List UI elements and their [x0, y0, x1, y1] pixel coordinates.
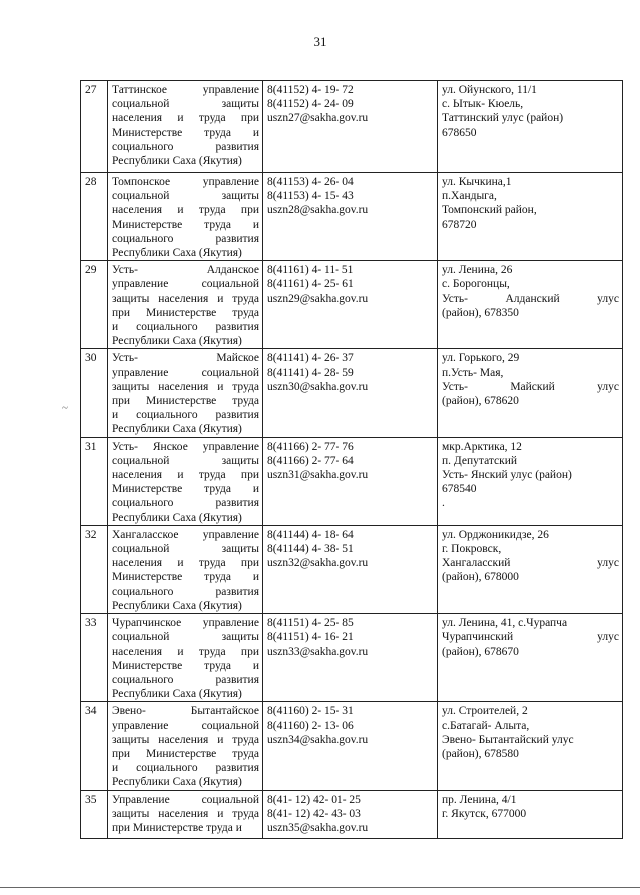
office-name-line: Усть- Янское управление: [112, 440, 259, 453]
address-line: ул. Кычкина,1: [442, 176, 512, 188]
contacts-cell: [263, 81, 438, 173]
row-number: 31: [81, 437, 108, 525]
address-line: Усть- Алданский улус: [442, 292, 619, 305]
address-line: с. Ытык- Кюель,: [442, 98, 524, 111]
phone-number: 8(41160) 2- 13- 06: [267, 719, 354, 732]
address-line: .: [442, 497, 445, 510]
office-name-line: Республики Саха (Якутия): [112, 776, 242, 789]
table-row: [81, 81, 623, 173]
office-name-line: защиты населения и труда: [112, 292, 259, 305]
office-name-line: и социального развития: [112, 762, 259, 775]
address-line: Чурапчинский улус: [442, 631, 619, 644]
address-line: Хангаласский улус: [442, 557, 619, 570]
address-line: с. Борогонцы,: [442, 278, 510, 291]
office-name-cell: [108, 790, 263, 838]
row-number: 27: [81, 81, 108, 173]
phone-number: 8(41160) 2- 15- 31: [267, 705, 354, 718]
office-name-line: социального развития: [112, 673, 259, 686]
phone-number: 8(41- 12) 42- 43- 03: [267, 807, 361, 820]
row-number: 35: [81, 790, 108, 838]
address-line: (район), 678670: [442, 645, 519, 658]
email-link[interactable]: uszn30@sakha.gov.ru: [267, 380, 369, 393]
email-link[interactable]: uszn35@sakha.gov.ru: [267, 821, 369, 834]
office-name-line: и социального развития: [112, 409, 259, 422]
office-name-cell: [108, 261, 263, 349]
contacts-cell: [263, 614, 438, 702]
phone-number: 8(41144) 4- 18- 64: [267, 528, 354, 541]
email-link[interactable]: uszn32@sakha.gov.ru: [267, 557, 369, 570]
address-line: г. Якутск, 677000: [442, 807, 527, 820]
table-row: [81, 349, 623, 437]
contacts-cell: [263, 349, 438, 437]
address-line: Томпонский район,: [442, 204, 537, 217]
address-line: с.Батагай- Алыта,: [442, 719, 530, 732]
address-cell: [438, 437, 623, 525]
office-name-line: защиты населения и труда: [112, 807, 259, 820]
office-name-line: социального развития: [112, 232, 259, 245]
table-row: [81, 261, 623, 349]
office-name-line: Томпонское управление: [112, 176, 259, 188]
email-link[interactable]: uszn31@sakha.gov.ru: [267, 469, 369, 482]
address-cell: [438, 525, 623, 613]
row-number: 28: [81, 173, 108, 261]
contacts-cell: [263, 173, 438, 261]
row-number: 32: [81, 525, 108, 613]
office-name-line: Республики Саха (Якутия): [112, 335, 242, 348]
office-name-line: при Министерстве труда и: [112, 821, 242, 834]
address-line: 678720: [442, 218, 477, 231]
address-line: ул. Строителей, 2: [442, 705, 528, 718]
office-name-line: Министерстве труда и: [112, 126, 259, 139]
office-name-line: Чурапчинское управление: [112, 617, 259, 630]
office-name-line: управление социальной: [112, 278, 259, 291]
office-name-line: Республики Саха (Якутия): [112, 688, 242, 701]
address-line: ул. Орджоникидзе, 26: [442, 528, 549, 541]
address-line: ул. Горького, 29: [442, 352, 520, 365]
office-name-line: социальной защиты: [112, 190, 259, 203]
phone-number: 8(41152) 4- 19- 72: [267, 84, 354, 96]
email-link[interactable]: uszn27@sakha.gov.ru: [267, 112, 369, 125]
address-line: г. Покровск,: [442, 543, 502, 556]
office-name-line: Республики Саха (Якутия): [112, 511, 242, 524]
registry-body: [81, 81, 623, 839]
office-name-line: Министерстве труда и: [112, 218, 259, 231]
office-name-line: при Министерстве труда: [112, 747, 259, 760]
email-link[interactable]: uszn28@sakha.gov.ru: [267, 204, 369, 217]
table-row: [81, 790, 623, 838]
address-cell: [438, 614, 623, 702]
address-cell: [438, 173, 623, 261]
phone-number: 8(41161) 4- 11- 51: [267, 264, 354, 277]
phone-number: 8(41141) 4- 28- 59: [267, 366, 354, 379]
office-name-line: Усть- Майское: [112, 352, 259, 365]
table-row: [81, 173, 623, 261]
bottom-rule: [0, 887, 640, 888]
row-number: 34: [81, 702, 108, 790]
email-link[interactable]: uszn34@sakha.gov.ru: [267, 733, 369, 746]
office-name-line: населения и труда при: [112, 112, 259, 125]
office-name-line: Министерстве труда и: [112, 571, 259, 584]
office-name-line: Республики Саха (Якутия): [112, 599, 242, 612]
office-name-line: населения и труда при: [112, 557, 259, 570]
row-number: 30: [81, 349, 108, 437]
row-number: 33: [81, 614, 108, 702]
phone-number: 8(41141) 4- 26- 37: [267, 352, 354, 365]
row-number: 29: [81, 261, 108, 349]
address-cell: [438, 790, 623, 838]
office-name-cell: [108, 525, 263, 613]
phone-number: 8(41151) 4- 25- 85: [267, 617, 354, 630]
phone-number: 8(41153) 4- 26- 04: [267, 176, 354, 188]
office-name-line: социального развития: [112, 140, 259, 153]
office-name-cell: [108, 173, 263, 261]
address-line: ул. Ойунского, 11/1: [442, 84, 537, 96]
office-name-line: управление социальной: [112, 366, 259, 379]
office-name-line: и социального развития: [112, 321, 259, 334]
office-name-line: Усть- Алданское: [112, 264, 259, 277]
contacts-cell: [263, 790, 438, 838]
phone-number: 8(41151) 4- 16- 21: [267, 631, 354, 644]
phone-number: 8(41144) 4- 38- 51: [267, 543, 354, 556]
address-cell: [438, 81, 623, 173]
address-cell: [438, 349, 623, 437]
office-name-line: населения и труда при: [112, 469, 259, 482]
address-line: (район), 678620: [442, 395, 519, 408]
office-name-cell: [108, 614, 263, 702]
address-line: 678650: [442, 126, 477, 139]
email-link[interactable]: uszn33@sakha.gov.ru: [267, 645, 369, 658]
table-row: [81, 525, 623, 613]
margin-mark: ~: [62, 402, 68, 414]
phone-number: 8(41- 12) 42- 01- 25: [267, 793, 361, 806]
office-name-line: Таттинское управление: [112, 84, 259, 96]
contacts-cell: [263, 261, 438, 349]
address-line: ул. Ленина, 41, с.Чурапча: [442, 617, 568, 630]
office-name-line: Министерстве труда и: [112, 659, 259, 672]
table-row: [81, 702, 623, 790]
contacts-cell: [263, 437, 438, 525]
address-line: (район), 678000: [442, 571, 519, 584]
office-name-cell: [108, 349, 263, 437]
address-line: 678540: [442, 483, 477, 496]
office-name-line: населения и труда при: [112, 204, 259, 217]
office-name-line: Министерстве труда и: [112, 483, 259, 496]
office-name-line: социальной защиты: [112, 543, 259, 556]
office-name-line: защиты населения и труда: [112, 733, 259, 746]
phone-number: 8(41166) 2- 77- 64: [267, 454, 354, 467]
office-name-line: социального развития: [112, 585, 259, 598]
office-name-line: Хангаласское управление: [112, 528, 259, 541]
office-name-line: социальной защиты: [112, 454, 259, 467]
office-name-line: Управление социальной: [112, 793, 259, 806]
office-name-line: управление социальной: [112, 719, 259, 732]
address-line: Эвено- Бытантайский улус: [442, 733, 574, 746]
address-line: (район), 678580: [442, 747, 519, 760]
office-name-line: Республики Саха (Якутия): [112, 155, 242, 168]
contacts-cell: [263, 525, 438, 613]
office-name-cell: [108, 81, 263, 173]
address-line: ул. Ленина, 26: [442, 264, 513, 277]
email-link[interactable]: uszn29@sakha.gov.ru: [267, 292, 369, 305]
table-row: [81, 614, 623, 702]
office-name-line: социальной защиты: [112, 98, 259, 111]
office-name-cell: [108, 437, 263, 525]
table-row: [81, 437, 623, 525]
office-name-line: Республики Саха (Якутия): [112, 247, 242, 260]
office-name-line: Эвено- Бытантайское: [112, 705, 259, 718]
address-cell: [438, 261, 623, 349]
address-line: Усть- Майский улус: [442, 380, 619, 393]
phone-number: 8(41161) 4- 25- 61: [267, 278, 354, 291]
phone-number: 8(41166) 2- 77- 76: [267, 440, 354, 453]
office-name-line: Республики Саха (Якутия): [112, 423, 242, 436]
office-name-line: при Министерстве труда: [112, 395, 259, 408]
page-number: 31: [313, 34, 327, 49]
address-line: мкр.Арктика, 12: [442, 440, 522, 453]
address-line: (район), 678350: [442, 306, 519, 319]
office-name-line: при Министерстве труда: [112, 306, 259, 319]
office-name-line: защиты населения и труда: [112, 380, 259, 393]
address-line: п.Усть- Мая,: [442, 366, 504, 379]
address-line: п. Депутатский: [442, 454, 518, 467]
phone-number: 8(41152) 4- 24- 09: [267, 98, 354, 111]
office-name-cell: [108, 702, 263, 790]
office-name-line: социального развития: [112, 497, 259, 510]
office-name-line: населения и труда при: [112, 645, 259, 658]
address-cell: [438, 702, 623, 790]
phone-number: 8(41153) 4- 15- 43: [267, 190, 354, 203]
address-line: Усть- Янский улус (район): [442, 469, 572, 482]
registry-table: [80, 80, 623, 839]
address-line: пр. Ленина, 4/1: [442, 793, 517, 806]
contacts-cell: [263, 702, 438, 790]
address-line: п.Хандыга,: [442, 190, 497, 203]
address-line: Таттинский улус (район): [442, 112, 564, 125]
office-name-line: социальной защиты: [112, 631, 259, 644]
